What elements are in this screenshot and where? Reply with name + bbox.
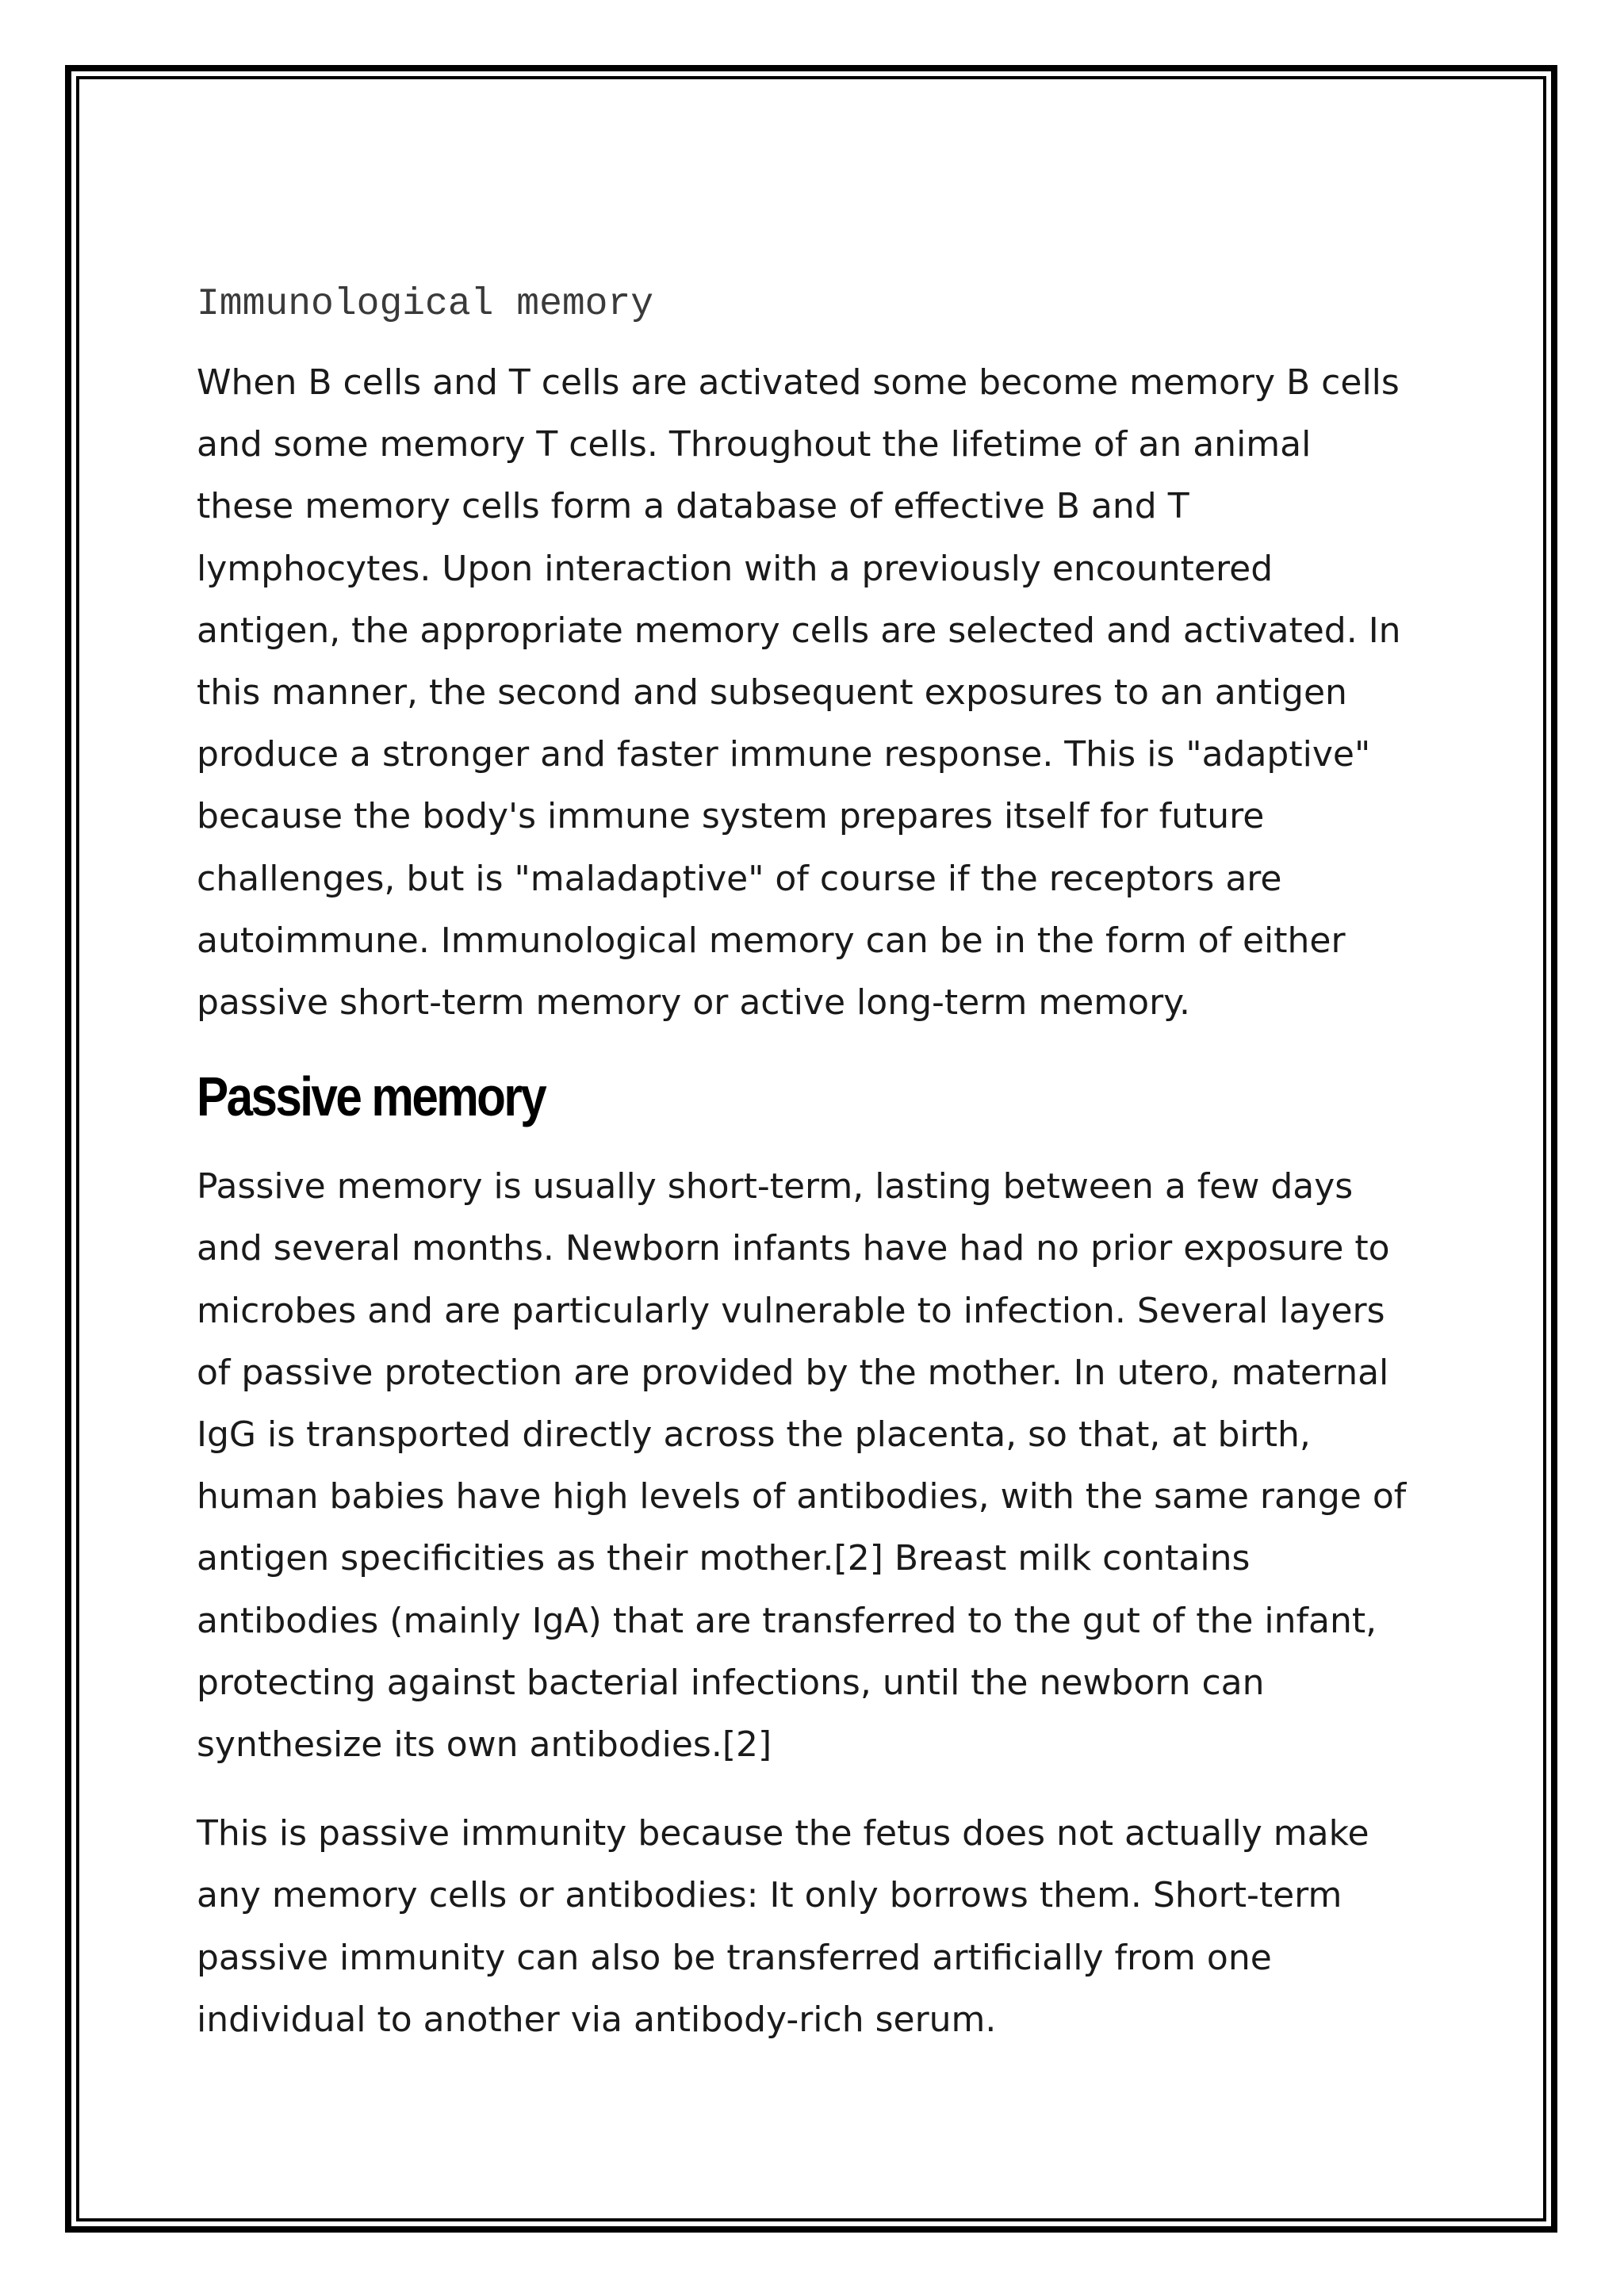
text-line: microbes and are particularly vulnerable to infection. Several layers [197,1290,1385,1331]
text-line: lymphocytes. Upon interaction with a previously encountered [197,548,1274,589]
paragraph-passive-immunity [197,1803,1465,2051]
text-line: passive immunity can also be transferred artificially from one [197,1937,1272,1978]
text-line: and several months. Newborn infants have had no prior exposure to [197,1228,1390,1269]
text-line: these memory cells form a database of effective B and T [197,486,1189,527]
text-line: Passive memory is usually short-term, lasting between a few days [197,1166,1354,1207]
text-line: because the body's immune system prepares itself for future [197,796,1265,837]
text-line: autoimmune. Immunological memory can be in the form of either [197,920,1346,961]
text-line: antigen, the appropriate memory cells are selected and activated. In [197,610,1401,651]
paragraph-passive-memory [197,1156,1465,1776]
paragraph-immunological-memory [197,352,1465,1034]
section-title: Immunological memory [197,283,654,326]
text-line: produce a stronger and faster immune response. This is "adaptive" [197,734,1371,775]
text-line: and some memory T cells. Throughout the lifetime of an animal [197,424,1312,465]
text-line: human babies have high levels of antibodies, with the same range of [197,1476,1407,1517]
text-line: This is passive immunity because the fetus does not actually make [197,1813,1369,1854]
text-line: antibodies (mainly IgA) that are transferred to the gut of the infant, [197,1600,1377,1641]
text-line: synthesize its own antibodies.[2] [197,1724,772,1766]
text-line: of passive protection are provided by the mother. In utero, maternal [197,1352,1389,1393]
document-body [197,276,1465,2051]
text-line: challenges, but is "maladaptive" of course if the receptors are [197,858,1282,899]
text-line: this manner, the second and subsequent exposures to an antigen [197,672,1347,714]
text-line: individual to another via antibody-rich serum. [197,1999,997,2040]
text-line: IgG is transported directly across the placenta, so that, at birth, [197,1414,1311,1456]
text-line: passive short-term memory or active long-term memory. [197,982,1190,1024]
text-line: any memory cells or antibodies: It only borrows them. Short-term [197,1875,1342,1916]
text-line: antigen specificities as their mother.[2] Breast milk contains [197,1538,1251,1579]
text-line: protecting against bacterial infections, until the newborn can [197,1662,1265,1703]
text-line: When B cells and T cells are activated some become memory B cells [197,362,1400,403]
heading-passive-memory: Passive memory [197,1066,546,1128]
